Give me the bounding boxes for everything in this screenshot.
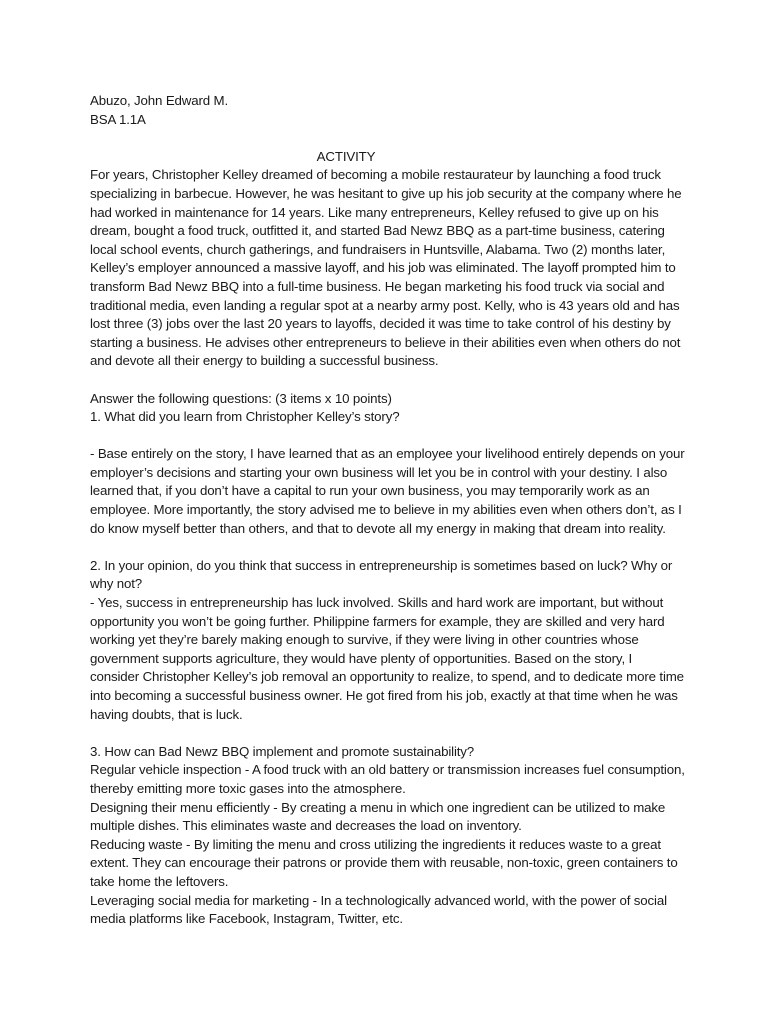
answer-line: - Base entirely on the story, I have learned that as an employee your livelihood entirely depends on your [90,446,685,462]
question-2-block [90,557,690,724]
answer-line: do know myself better than others, and that to devote all my energy in making that dream into reality. [90,520,666,536]
story-line: Kelley’s employer announced a massive layoff, and his job was eliminated. The layoff prompted him to [90,260,676,276]
answer-line: learned that, if you don’t have a capital to run your own business, you may temporarily work as an [90,483,650,499]
answer-line: employer’s decisions and starting your own business will let you be in control with your destiny. I also [90,464,668,480]
answer-line: media platforms like Facebook, Instagram, Twitter, etc. [90,911,403,927]
answer-line: take home the leftovers. [90,873,229,889]
answer-line: government supports agriculture, they would have plenty of opportunities. Based on the story, I [90,650,633,666]
story-line: For years, Christopher Kelley dreamed of becoming a mobile restaurateur by launching a food truck [90,167,661,183]
spacer [90,724,690,743]
student-section: BSA 1.1A [90,111,146,127]
story-line: traditional media, even landing a regular spot at a nearby army post. Kelly, who is 43 years old and has [90,297,680,313]
answer-line: into becoming a successful business owner. He got fired from his job, exactly at that time when he was [90,688,678,703]
answer-line: thereby emitting more toxic gases into the atmosphere. [90,780,406,796]
answer-line: Designing their menu efficiently - By creating a menu in which one ingredient can be utilized to make [90,799,666,815]
spacer [90,371,690,390]
story-line: transform Bad Newz BBQ into a full-time business. He began marketing his food truck via social and [90,278,665,294]
header [90,92,690,129]
story-line: and devote all their energy to building a successful business. [90,353,439,369]
question-2: 2. In your opinion, do you think that success in entrepreneurship is sometimes based on luck? Why or [90,557,673,573]
answer-line: Leveraging social media for marketing - In a technologically advanced world, with the power of social [90,892,667,908]
answer-line: multiple dishes. This eliminates waste and decreases the load on inventory. [90,818,522,834]
question-2: why not? [90,576,143,592]
answer-1 [90,445,690,538]
story-line: local school events, church gatherings, and fundraisers in Huntsville, Alabama. Two (2) months later, [90,241,666,257]
student-name: Abuzo, John Edward M. [90,93,229,108]
answer-line: consider Christopher Kelley’s job removal an opportunity to realize, to spend, and to dedicate more time [90,669,684,685]
spacer [90,427,690,446]
answer-line: Regular vehicle inspection - A food truck with an old battery or transmission increases fuel consumption, [90,762,685,778]
instructions [90,390,690,427]
story-line: specializing in barbecue. However, he was hesitant to give up his job security at the company where he [90,185,682,201]
spacer [90,129,690,148]
document-page [90,92,690,929]
answer-line: Reducing waste - By limiting the menu and cross utilizing the ingredients it reduces waste to a great [90,836,661,852]
question-1: 1. What did you learn from Christopher Kelley’s story? [90,409,400,425]
spacer [90,538,690,557]
story-paragraph [90,166,690,371]
story-line: starting a business. He advises other entrepreneurs to believe in their abilities even when others do not [90,334,681,350]
answer-line: employee. More importantly, the story advised me to believe in my abilities even when others don’t, as I [90,502,682,518]
instructions-text: Answer the following questions: (3 items x 10 points) [90,390,392,406]
answer-line: extent. They can encourage their patrons or provide them with reusable, non-toxic, green containers to [90,855,678,871]
document-title: ACTIVITY [316,148,376,164]
question-3: 3. How can Bad Newz BBQ implement and promote sustainability? [90,743,475,759]
answer-line: - Yes, success in entrepreneurship has luck involved. Skills and hard work are important, but without [90,595,664,611]
answer-line: opportunity you won’t be going further. Philippine farmers for example, they are skilled and very hard [90,613,665,629]
answer-line: working yet they’re barely making enough to survive, if they were living in other countries whose [90,632,639,648]
story-line: had worked in maintenance for 14 years. Like many entrepreneurs, Kelley refused to give up on his [90,204,659,220]
answer-line: having doubts, that is luck. [90,706,243,722]
story-line: lost three (3) jobs over the last 20 years to layoffs, decided it was time to take control of his destiny by [90,316,671,332]
question-3-block [90,743,690,929]
story-line: dream, bought a food truck, outfitted it, and started Bad Newz BBQ as a part-time business, catering [90,223,665,239]
